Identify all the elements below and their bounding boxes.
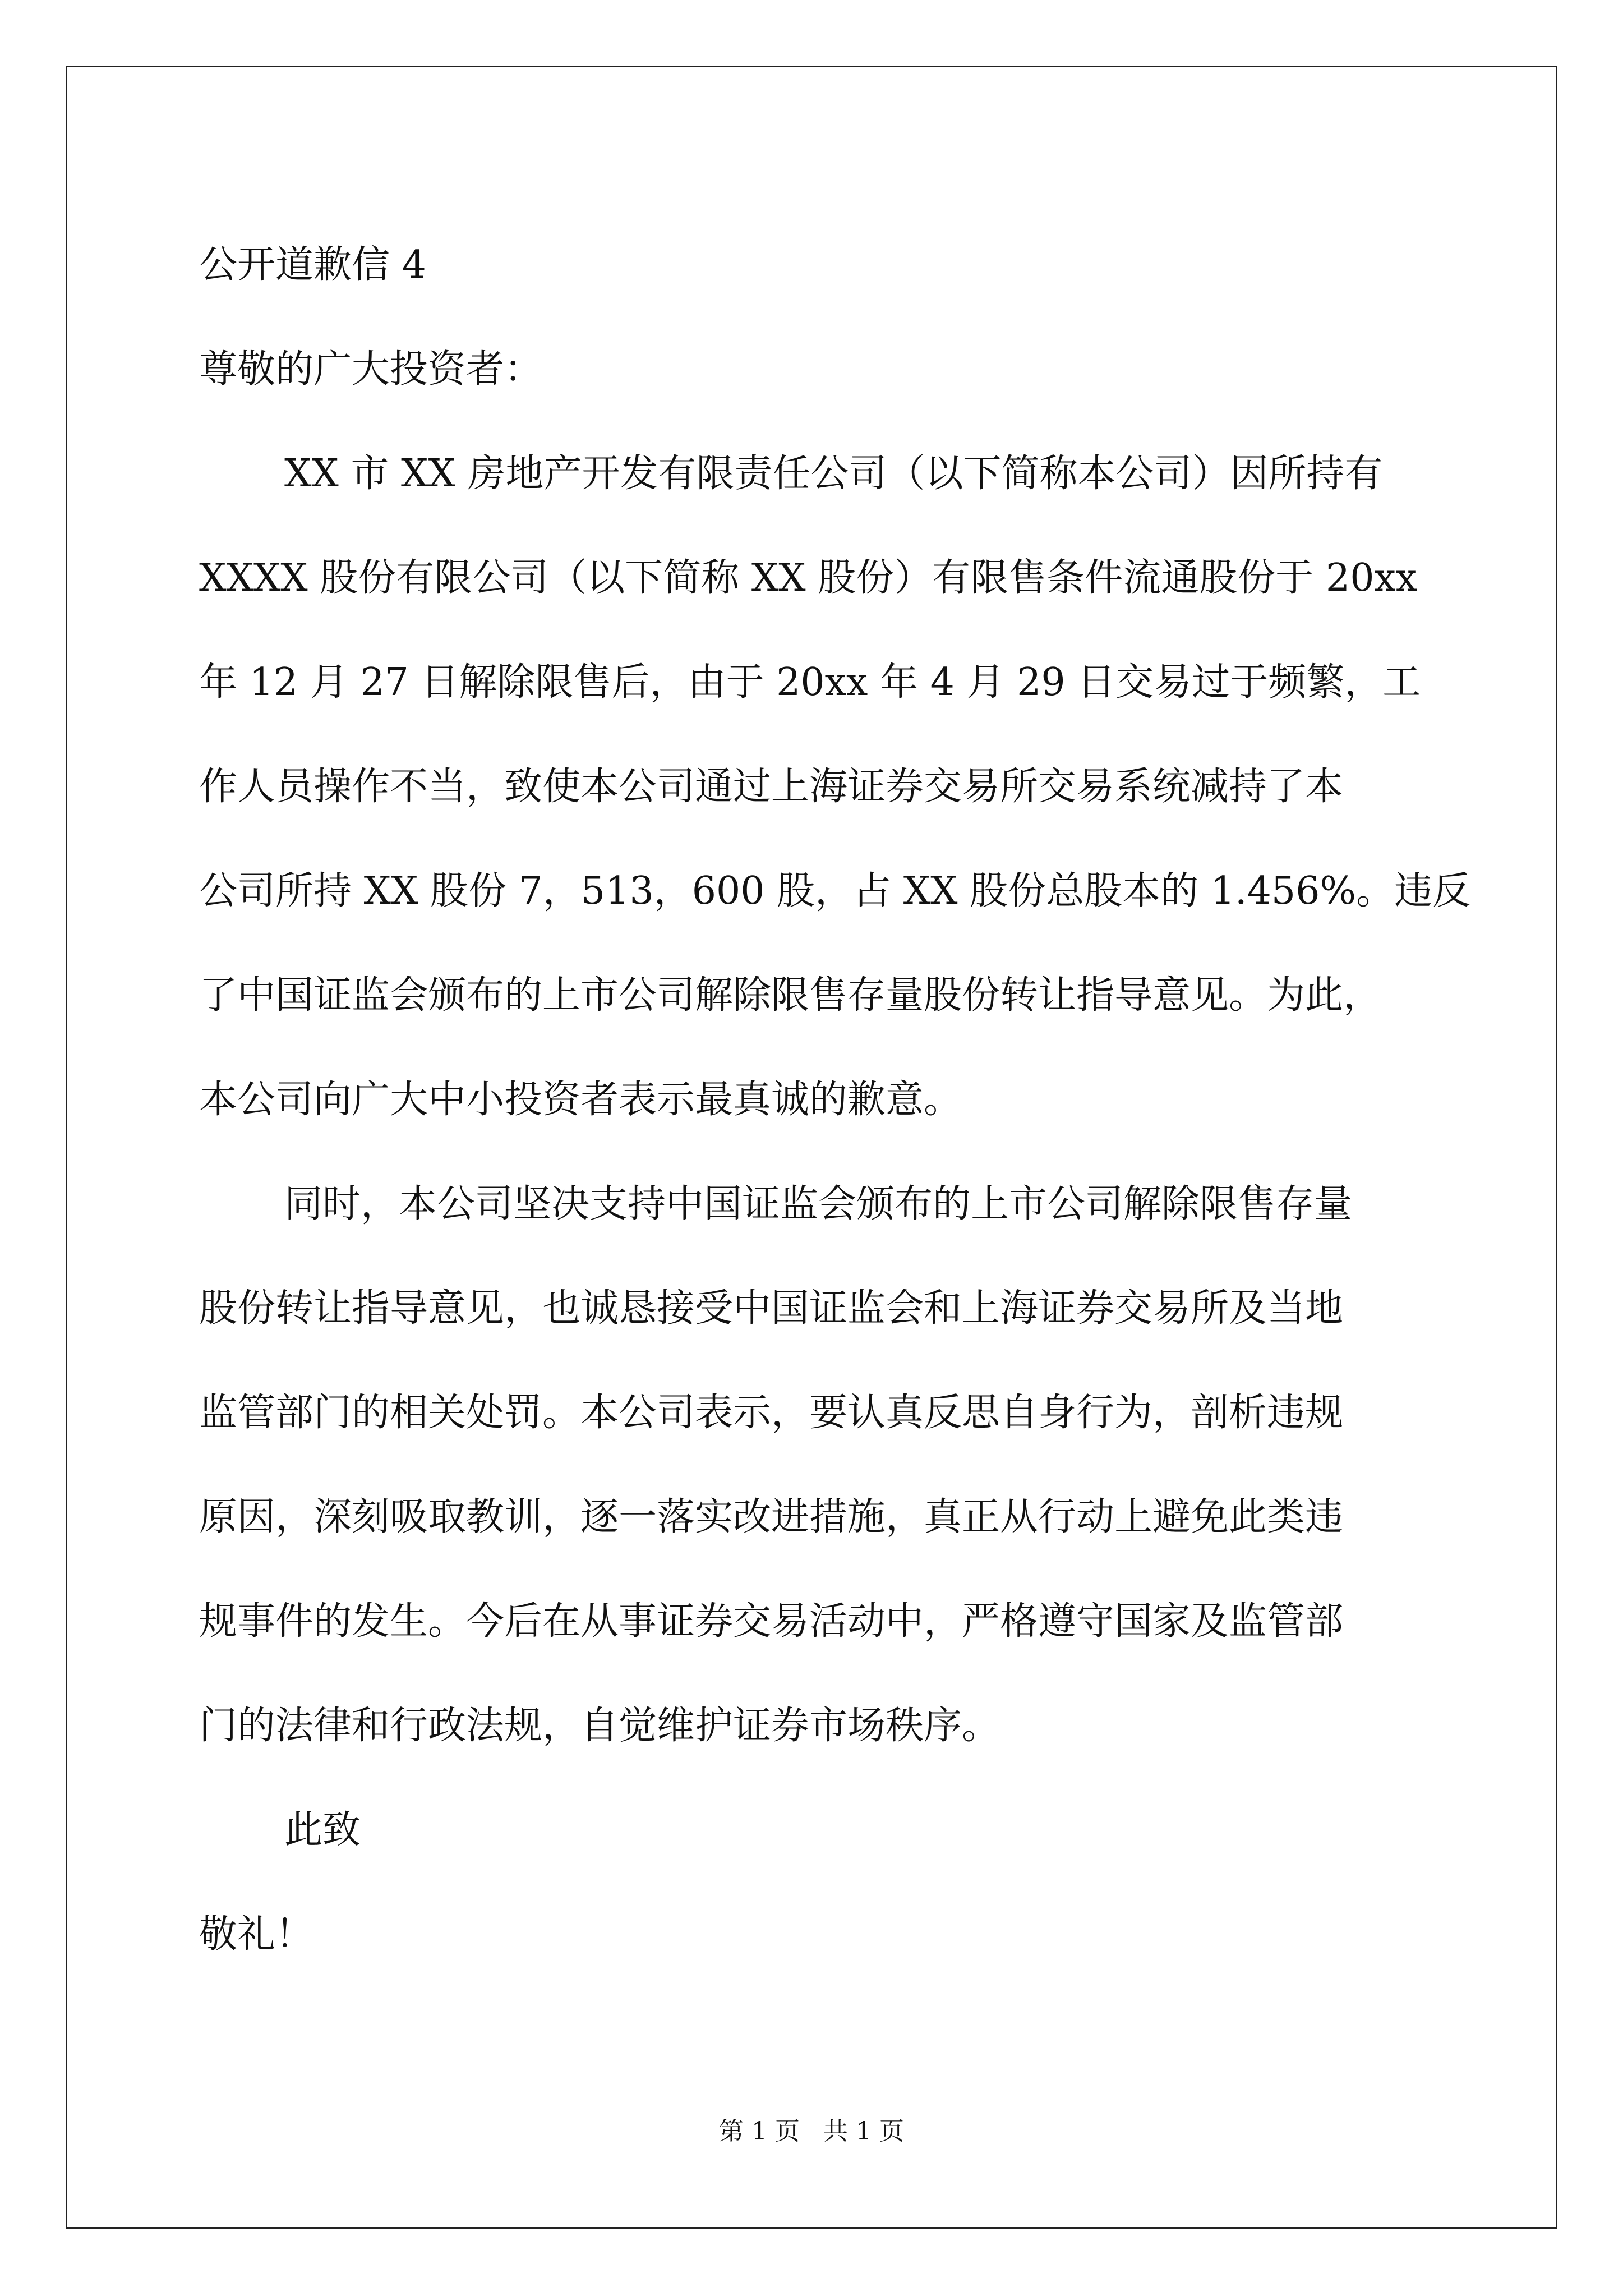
paragraph-2 <box>199 1152 1433 1778</box>
paragraph-line: 规事件的发生。今后在从事证券交易活动中，严格遵守国家及监管部 <box>199 1599 1344 1644</box>
paragraph-line: XX 市 XX 房地产开发有限责任公司（以下简称本公司）因所持有 <box>284 452 1383 496</box>
salutation: 尊敬的广大投资者： <box>199 347 543 392</box>
paragraph-line: 本公司向广大中小投资者表示最真诚的歉意。 <box>199 1078 962 1122</box>
paragraph-line: 公司所持 XX 股份 7，513，600 股，占 XX 股份总股本的 1.456%。违反 <box>199 869 1471 913</box>
paragraph-line: 作人员操作不当，致使本公司通过上海证券交易所交易系统减持了本 <box>199 765 1344 809</box>
paragraph-line: 监管部门的相关处罚。本公司表示，要认真反思自身行为，剖析违规 <box>199 1391 1344 1435</box>
paragraph-line: 股份转让指导意见，也诚恳接受中国证监会和上海证券交易所及当地 <box>199 1286 1344 1331</box>
paragraph-line: 同时，本公司坚决支持中国证监会颁布的上市公司解除限售存量 <box>284 1182 1353 1226</box>
paragraph-line: 门的法律和行政法规，自觉维护证券市场秩序。 <box>199 1704 1000 1748</box>
letter-body <box>199 213 1471 1987</box>
closing-regards: 敬礼！ <box>199 1912 314 1957</box>
page-footer: 第 1 页 共 1 页 <box>719 2117 904 2146</box>
paragraph-line: XXXX 股份有限公司（以下简称 XX 股份）有限售条件流通股份于 20xx <box>199 556 1418 600</box>
closing-line: 此致 <box>284 1808 361 1852</box>
document-title: 公开道歉信 4 <box>199 243 426 287</box>
paragraph-line: 原因，深刻吸取教训，逐一落实改进措施，真正从行动上避免此类违 <box>199 1495 1344 1539</box>
paragraph-line: 了中国证监会颁布的上市公司解除限售存量股份转让指导意见。为此， <box>199 973 1382 1018</box>
paragraph-line: 年 12 月 27 日解除限售后，由于 20xx 年 4 月 29 日交易过于频繁，工 <box>199 660 1421 705</box>
paragraph-1 <box>199 422 1471 1152</box>
